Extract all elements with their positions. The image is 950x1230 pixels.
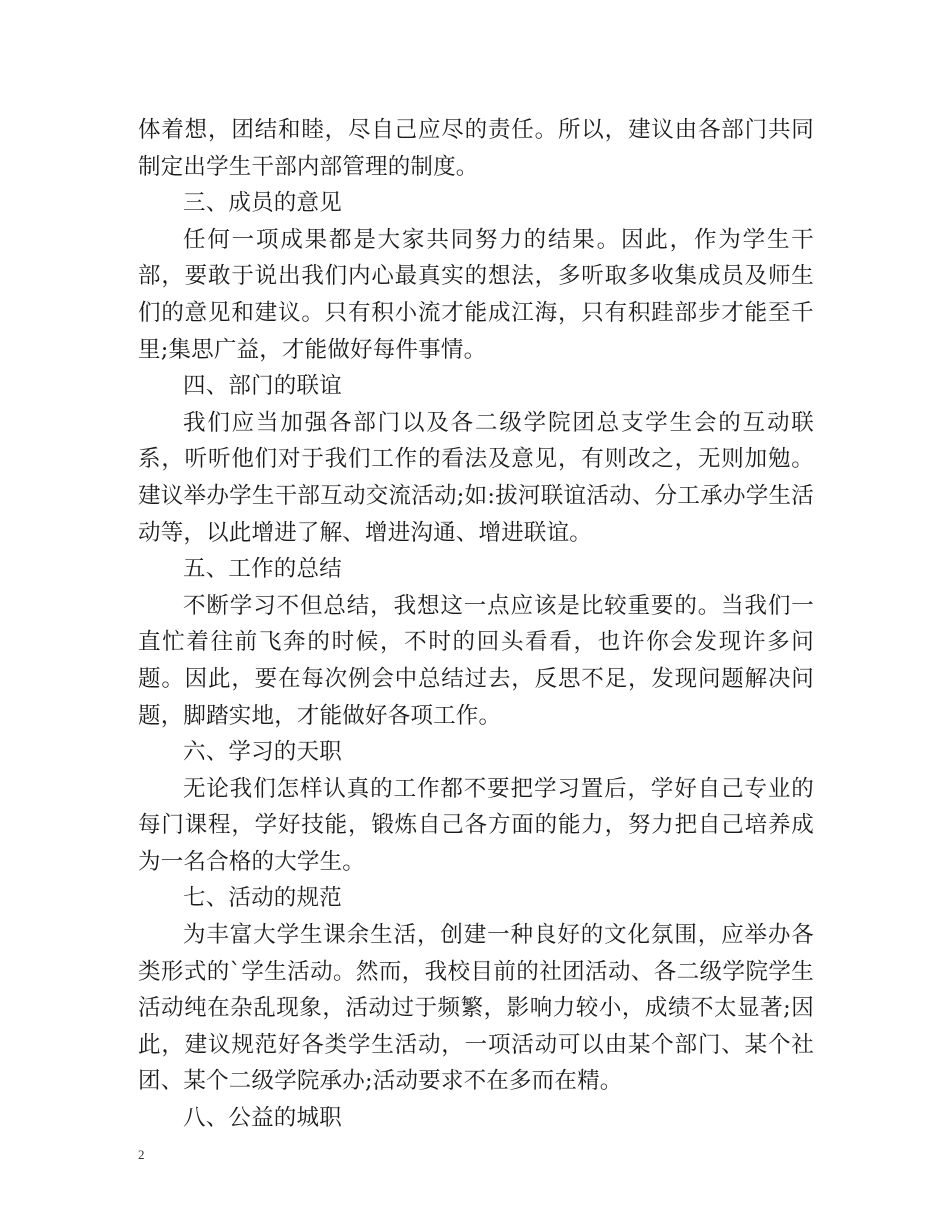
section-heading-6: 六、学习的天职 — [183, 739, 342, 766]
paragraph-section-4: 我们应当加强各部门以及各二级学院团总支学生会的互动联系，听听他们对于我们工作的看法及意见，有则改之，无则加勉。建议举办学生干部互动交流活动;如:拔河联谊活动、分工承办学生活动等，以此增进了解、增进沟通、增进联谊。 — [138, 409, 814, 546]
paragraph-section-7: 为丰富大学生课余生活，创建一种良好的文化氛围，应举办各类形式的`学生活动。然而，我校目前的社团活动、各二级学院学生活动纯在杂乱现象，活动过于频繁，影响力较小，成绩不太显著;因此，建议规范好各类学生活动，一项活动可以由某个部门、某个社团、某个二级学院承办;活动要求不在多而在精。 — [138, 922, 814, 1095]
section-heading-8: 八、公益的城职 — [183, 1105, 342, 1132]
paragraph-section-3: 任何一项成果都是大家共同努力的结果。因此，作为学生干部，要敢于说出我们内心最真实的想法，多听取多收集成员及师生们的意见和建议。只有积小流才能成江海，只有积跬部步才能至千里;集思广益，才能做好每件事情。 — [138, 226, 814, 363]
paragraph-section-5: 不断学习不但总结，我想这一点应该是比较重要的。当我们一直忙着往前飞奔的时候，不时的回头看看，也许你会发现许多问题。因此，要在每次例会中总结过去，反思不足，发现问题解决问题，脚踏实地，才能做好各项工作。 — [138, 592, 814, 729]
section-heading-4: 四、部门的联谊 — [183, 373, 342, 400]
page-number: 2 — [138, 1147, 145, 1162]
paragraph-section-6: 无论我们怎样认真的工作都不要把学习置后，学好自己专业的每门课程，学好技能，锻炼自己各方面的能力，努力把自己培养成为一名合格的大学生。 — [138, 775, 814, 875]
section-heading-7: 七、活动的规范 — [183, 885, 342, 912]
section-heading-5: 五、工作的总结 — [183, 556, 342, 583]
paragraph-continued: 体着想，团结和睦，尽自己应尽的责任。所以，建议由各部门共同制定出学生干部内部管理的制度。 — [138, 117, 814, 180]
section-heading-3: 三、成员的意见 — [183, 190, 342, 217]
document-body — [138, 112, 814, 1137]
